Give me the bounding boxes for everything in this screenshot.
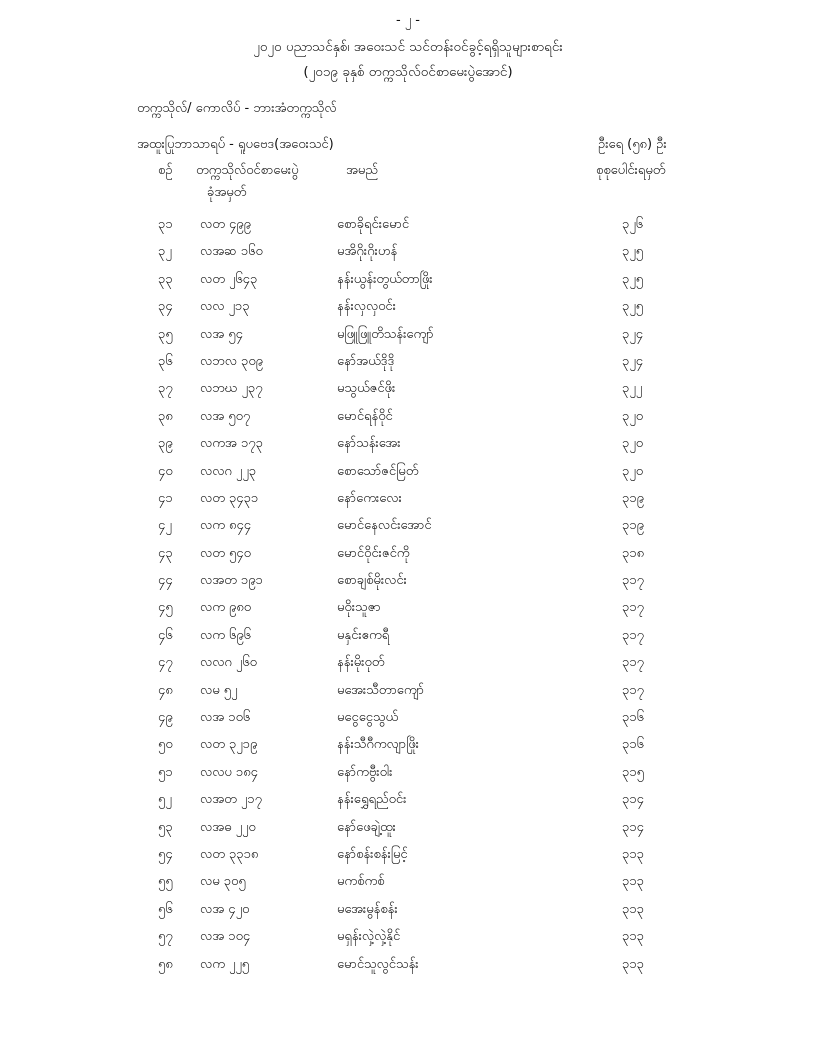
- university-label: တက္ကသိုလ်/ ကောလိပ် - ဘားအံတက္ကသိုလ်: [137, 101, 337, 116]
- total-marks: ၃၁၇: [622, 655, 644, 671]
- table-row: [0, 292, 816, 319]
- row-number: ၄၄: [158, 573, 173, 589]
- total-marks: ၃၁၃: [622, 929, 644, 945]
- page-number: - ၂ -: [395, 13, 421, 28]
- total-marks: ၃၂၅: [622, 299, 644, 315]
- student-name: နန်းရွှေရည်ဝင်း: [337, 792, 407, 808]
- student-name: နော်ကဗွီးဝါး: [337, 764, 393, 780]
- row-number: ၃၁: [158, 217, 173, 232]
- row-number: ၃၉: [158, 436, 173, 452]
- student-name: နော်ဖေချဲ့ထူး: [337, 819, 396, 835]
- student-name: နန်းလှလှဝင်း: [337, 299, 396, 315]
- student-name: စောခိုရင်းမောင်: [337, 217, 410, 232]
- table-row: [0, 867, 816, 894]
- row-number: ၄၂: [158, 518, 172, 534]
- table-row: [0, 730, 816, 757]
- student-name: မနှင်းဧကရီ: [337, 627, 390, 643]
- table-row: [0, 374, 816, 401]
- total-marks: ၃၁၇: [622, 682, 644, 698]
- student-name: နန်းမိုးဝုတ်: [337, 655, 385, 671]
- student-name: မောင်နေလင်းအောင်: [337, 518, 432, 534]
- table-row: [0, 320, 816, 347]
- roll-number: လမ ၃၀၅: [200, 874, 246, 890]
- student-name: မရှန်းလှဲ့လှဲ့နိုင်: [337, 929, 401, 945]
- student-name: နော်အယ်ဒိုဒို: [337, 353, 395, 369]
- total-marks: ၃၂၆: [622, 217, 644, 232]
- row-number: ၃၅: [158, 326, 173, 342]
- roll-number: လအ ၄၂၀: [200, 901, 250, 917]
- roll-number: လတ ၃၄၃၁: [200, 490, 259, 506]
- roll-number: လအ ၁၀၄: [200, 929, 251, 945]
- table-row: [0, 621, 816, 648]
- student-name: မသွယ်ဇင်ဖိုး: [337, 381, 396, 397]
- student-name: မောင်သူလွင်သန်း: [337, 956, 419, 972]
- table-row: [0, 566, 816, 593]
- roll-number: လက ၈၄၄: [200, 518, 252, 534]
- roll-number: လအ ၅၀၇: [200, 408, 251, 424]
- roll-number: လလ ၂၁၃: [200, 299, 250, 315]
- row-number: ၃၆: [158, 353, 173, 369]
- student-name: နော်သန်းအေး: [337, 436, 401, 452]
- roll-number: လက ၉၈၀: [200, 600, 252, 616]
- table-row: [0, 593, 816, 620]
- results-table: [0, 210, 816, 977]
- column-header-no: စဉ်: [158, 163, 173, 178]
- student-name: မငွေငွေသွယ်: [337, 710, 399, 726]
- column-header-name: အမည်: [346, 163, 378, 178]
- table-row: [0, 676, 816, 703]
- roll-number: လအ ၁၀၆: [200, 710, 251, 726]
- table-row: [0, 210, 816, 237]
- table-row: [0, 237, 816, 264]
- table-row: [0, 484, 816, 511]
- student-name: နန်းယွန်းတွယ်တာဖြိုး: [337, 271, 433, 287]
- table-row: [0, 895, 816, 922]
- student-name: နော်ကေးလေး: [337, 490, 402, 506]
- table-row: [0, 457, 816, 484]
- student-name: မဖြူဖြူတိသန်းကျော်: [337, 326, 434, 342]
- row-number: ၄၅: [158, 600, 173, 616]
- column-header-roll-line2: ခုံအမှတ်: [207, 185, 247, 200]
- roll-number: လတ ၄၉၉: [200, 217, 251, 232]
- roll-number: လတ ၃၂၁၉: [200, 737, 258, 753]
- column-header-marks: စုစုပေါင်းရမှတ်: [596, 163, 666, 178]
- row-number: ၄၃: [158, 545, 173, 561]
- row-number: ၄၇: [158, 655, 173, 671]
- student-name: မအိဂိုးဂိုးဟန်: [337, 244, 398, 260]
- total-marks: ၃၂၀: [622, 408, 644, 424]
- student-name: စောသော်ဇင်မြတ်: [337, 463, 419, 479]
- total-marks: ၃၂၅: [622, 271, 644, 287]
- total-marks: ၃၂၅: [622, 244, 644, 260]
- total-marks: ၃၁၃: [622, 956, 644, 972]
- table-row: [0, 703, 816, 730]
- column-header-roll-line1: တက္ကသိုလ်ဝင်စာမေးပွဲ: [196, 163, 299, 178]
- row-number: ၄၁: [158, 490, 173, 506]
- total-count-label: ဦးရေ (၅၈) ဦး: [598, 137, 667, 152]
- table-row: [0, 758, 816, 785]
- total-marks: ၃၂၀: [622, 436, 644, 452]
- student-name: နန်းသီဂီကလျာဖြိုး: [337, 737, 419, 753]
- table-row: [0, 922, 816, 949]
- total-marks: ၃၁၅: [622, 764, 644, 780]
- roll-number: လတ ၃၃၁၈: [200, 846, 259, 862]
- student-name: စောချစ်မိုးလင်း: [337, 573, 407, 589]
- total-marks: ၃၁၄: [622, 792, 644, 808]
- total-marks: ၃၁၃: [622, 901, 644, 917]
- document-subtitle: (၂၀၁၉ ခုနှစ် တက္ကသိုလ်ဝင်စာမေးပွဲအောင်): [303, 64, 513, 80]
- table-row: [0, 511, 816, 538]
- row-number: ၃၃: [158, 271, 173, 287]
- row-number: ၃၄: [158, 299, 173, 315]
- roll-number: လလဂ ၂၂၃: [200, 463, 257, 479]
- student-name: နော်စန်းစန်းမြင့်: [337, 846, 408, 862]
- roll-number: လတ ၅၄၀: [200, 545, 251, 561]
- roll-number: လလဂ ၂၆၀: [200, 655, 257, 671]
- row-number: ၅၃: [158, 819, 173, 835]
- row-number: ၄၉: [158, 710, 173, 726]
- total-marks: ၃၁၃: [622, 874, 644, 890]
- total-marks: ၃၁၉: [622, 490, 644, 506]
- student-name: မအေးသီတာကျော်: [337, 682, 424, 698]
- roll-number: လအဆ ၁၆၀: [200, 244, 263, 260]
- row-number: ၄၈: [158, 682, 173, 698]
- roll-number: လဘဃ ၂၃၇: [200, 381, 263, 397]
- roll-number: လက ၆၉၆: [200, 627, 251, 643]
- total-marks: ၃၁၆: [622, 737, 644, 753]
- row-number: ၃၈: [158, 408, 173, 424]
- row-number: ၅၄: [158, 846, 173, 862]
- student-name: မောင်ဝိုင်းဇင်ကို: [337, 545, 410, 561]
- student-name: မကစ်ကစ်: [337, 874, 385, 890]
- row-number: ၄၀: [158, 463, 173, 479]
- roll-number: လအဓ ၂၂၀: [200, 819, 256, 835]
- total-marks: ၃၁၉: [622, 518, 644, 534]
- roll-number: လမ ၅၂: [200, 682, 238, 698]
- total-marks: ၃၂၄: [622, 353, 644, 369]
- total-marks: ၃၁၇: [622, 600, 644, 616]
- roll-number: လကအ ၁၇၃: [200, 436, 263, 452]
- row-number: ၅၇: [158, 929, 173, 945]
- student-name: မောင်ရန်ဝိုင်: [337, 408, 393, 424]
- table-row: [0, 265, 816, 292]
- row-number: ၅၅: [158, 874, 173, 890]
- roll-number: လလပ ၁၈၄: [200, 764, 258, 780]
- major-subject-label: အထူးပြုဘာသာရပ် - ရူပဗေဒ(အဝေးသင်): [137, 137, 334, 152]
- roll-number: လက ၂၂၅: [200, 956, 250, 972]
- roll-number: လအတ ၂၁၇: [200, 792, 262, 808]
- row-number: ၅၆: [158, 901, 173, 917]
- table-row: [0, 785, 816, 812]
- table-row: [0, 648, 816, 675]
- table-row: [0, 950, 816, 977]
- total-marks: ၃၁၇: [622, 573, 644, 589]
- roll-number: လတ ၂၆၄၃: [200, 271, 258, 287]
- total-marks: ၃၁၄: [622, 819, 644, 835]
- roll-number: လအတ ၁၉၁: [200, 573, 263, 589]
- row-number: ၃၇: [158, 381, 173, 397]
- row-number: ၅၂: [158, 792, 172, 808]
- table-row: [0, 429, 816, 456]
- table-row: [0, 840, 816, 867]
- student-name: မဝိုးသူဇာ: [337, 600, 381, 616]
- total-marks: ၃၁၇: [622, 627, 644, 643]
- student-name: မအေးမွန်စန်း: [337, 901, 398, 917]
- total-marks: ၃၁၆: [622, 710, 644, 726]
- table-row: [0, 347, 816, 374]
- total-marks: ၃၂၀: [622, 463, 644, 479]
- roll-number: လဘလ ၃၀၉: [200, 353, 263, 369]
- row-number: ၄၆: [158, 627, 173, 643]
- row-number: ၅၁: [158, 764, 173, 780]
- row-number: ၅၀: [158, 737, 173, 753]
- total-marks: ၃၁၃: [622, 846, 644, 862]
- table-row: [0, 813, 816, 840]
- total-marks: ၃၁၈: [622, 545, 645, 561]
- roll-number: လအ ၅၄: [200, 326, 243, 342]
- row-number: ၃၂: [158, 244, 172, 260]
- row-number: ၅၈: [158, 956, 173, 972]
- total-marks: ၃၂၄: [622, 326, 644, 342]
- document-title: ၂၀၂၀ ပညာသင်နှစ်၊ အဝေးသင် သင်တန်းဝင်ခွင့်ရရှိသူများစာရင်း: [253, 39, 563, 55]
- table-row: [0, 539, 816, 566]
- table-row: [0, 402, 816, 429]
- total-marks: ၃၂၂: [622, 381, 643, 397]
